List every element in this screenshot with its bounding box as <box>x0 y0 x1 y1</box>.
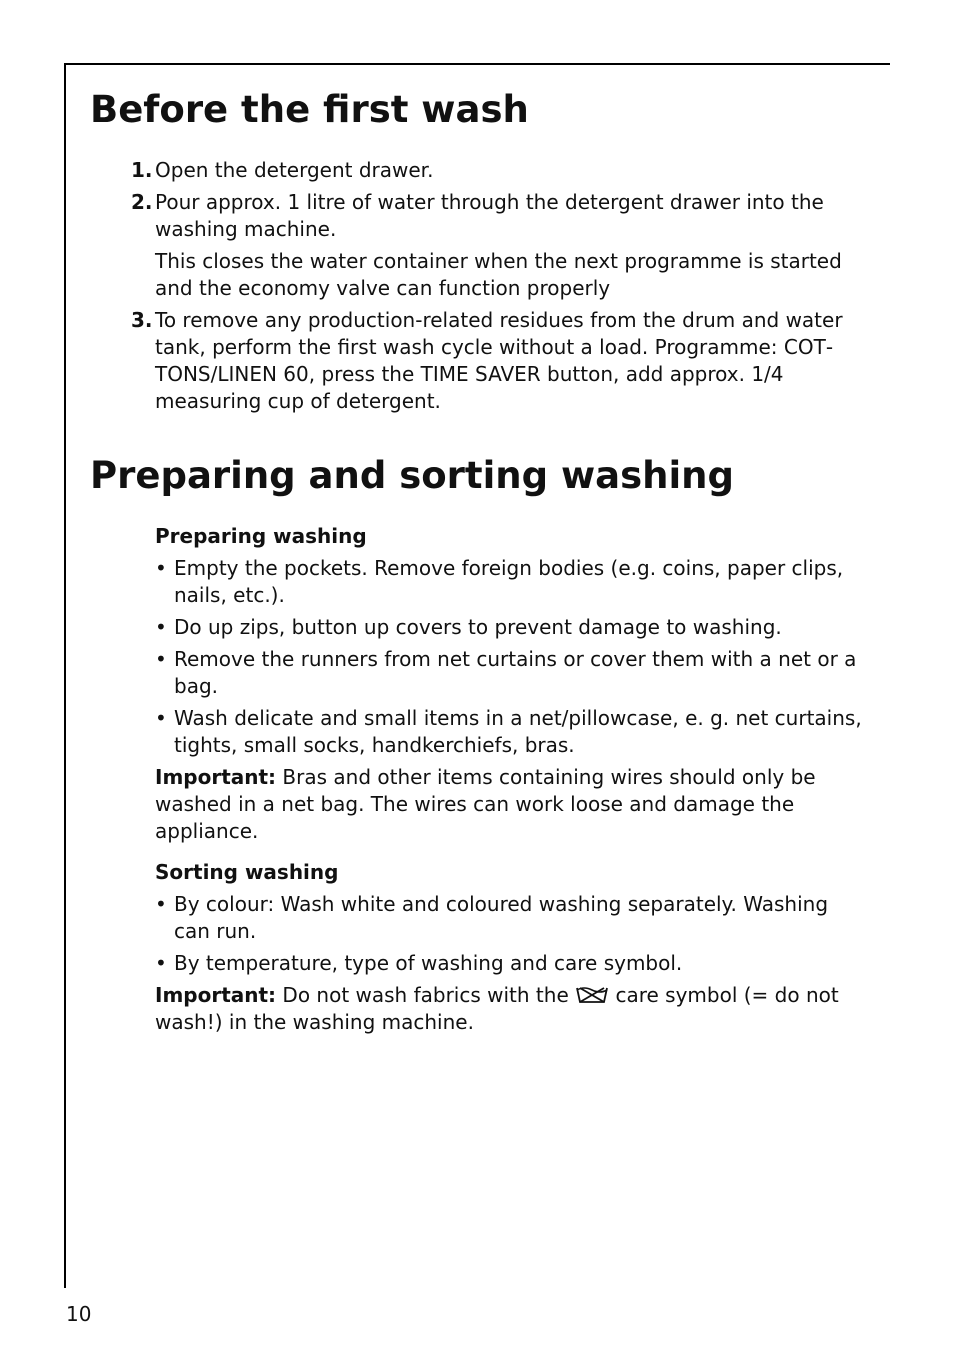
step-number-3: 3. <box>131 308 153 332</box>
list-item: By colour: Wash white and coloured washing separately. Washing can run. <box>174 892 829 943</box>
important-note-wires <box>155 764 855 845</box>
important-text-before: Do not wash fabrics with the <box>276 983 576 1007</box>
important-text-after: care symbol (= do not wash!) in the washing machine. <box>155 983 839 1034</box>
do-not-wash-icon <box>575 985 609 1005</box>
step-text-1: Open the detergent drawer. <box>155 158 434 182</box>
subheading-sorting: Sorting washing <box>155 860 339 884</box>
bullet: • <box>155 615 167 639</box>
page-number: 10 <box>66 1302 92 1326</box>
list-item: Do up zips, button up covers to prevent damage to washing. <box>174 615 782 639</box>
step-number-1: 1. <box>131 158 153 182</box>
section-title-before-first-wash: Before the first wash <box>90 88 529 131</box>
list-item: Remove the runners from net curtains or cover them with a net or a bag. <box>174 647 857 698</box>
bullet: • <box>155 892 167 916</box>
important-label: Important: <box>155 983 277 1007</box>
section-title-preparing-sorting: Preparing and sorting washing <box>90 454 735 497</box>
list-item: Wash delicate and small items in a net/pillowcase, e. g. net curtains, tights, small socks, handkerchiefs, bras. <box>174 706 862 757</box>
frame-left-rule <box>64 63 66 1288</box>
bullet: • <box>155 951 167 975</box>
step-text-2: Pour approx. 1 litre of water through the detergent drawer into the washing machine. <box>155 190 824 241</box>
important-label: Important: <box>155 765 277 789</box>
important-text: Bras and other items containing wires should only be washed in a net bag. The wires can work loose and damage the appliance. <box>155 765 816 843</box>
bullet: • <box>155 556 167 580</box>
subheading-preparing: Preparing washing <box>155 524 367 548</box>
list-item: By temperature, type of washing and care symbol. <box>174 951 683 975</box>
list-item: Empty the pockets. Remove foreign bodies (e.g. coins, paper clips, nails, etc.). <box>174 556 844 607</box>
bullet: • <box>155 647 167 671</box>
step-note-2: This closes the water container when the next programme is started and the economy valve can function properly <box>155 249 842 300</box>
step-number-2: 2. <box>131 190 153 214</box>
bullet: • <box>155 706 167 730</box>
frame-top-rule <box>64 63 890 65</box>
step-text-3: To remove any production-related residues from the drum and water tank, perform the first wash cycle without a load. Programme: COTTONS/LINEN 60, press the TIME SAVER button, add approx. 1/4 measuring cup of detergent. <box>155 308 843 413</box>
important-note-care-symbol <box>155 982 855 1036</box>
